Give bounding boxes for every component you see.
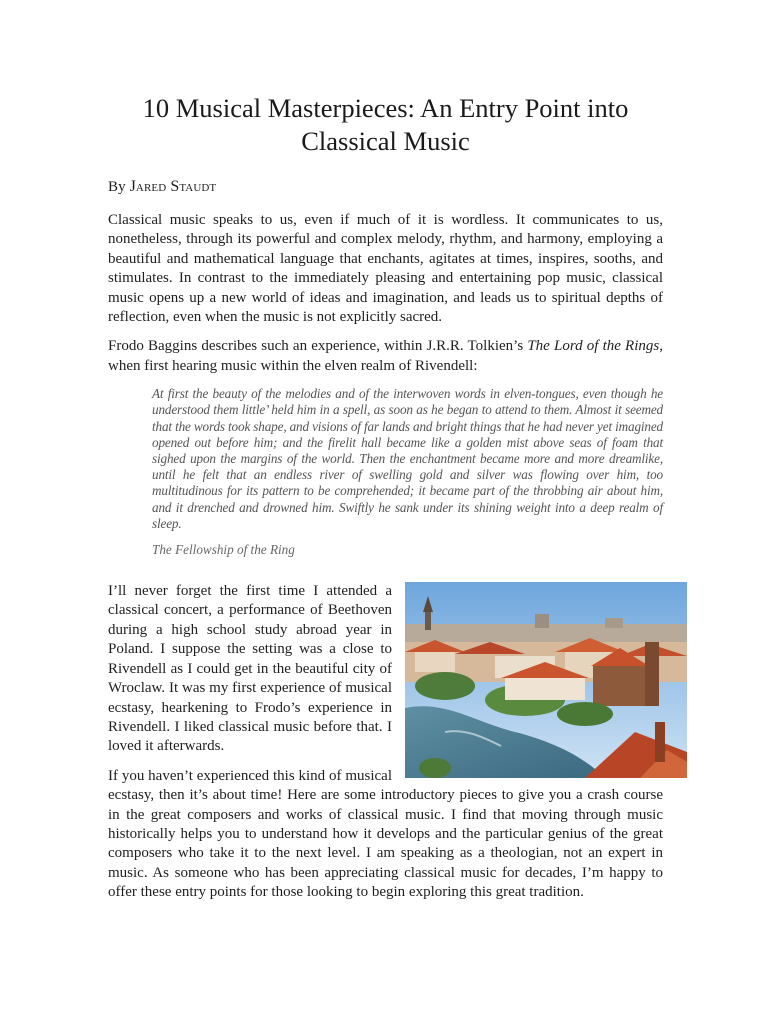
frodo-paragraph-end: , when first hearing music within the elven realm of Rivendell: xyxy=(108,338,663,374)
quote-source: The Fellowship of the Ring xyxy=(152,542,295,558)
photo-text-block xyxy=(108,582,663,903)
block-quote: At first the beauty of the melodies and of the interwoven words in elven-tongues, even though he understood them little’ held him in a spell, as soon as he began to attend to them. Almost it seemed that the words took shape, and visions of far lands and bright things that he had never yet imagined opened out before him; and the firelit hall became like a golden mist above seas of foam that sighed upon the margins of the world. Then the enchantment became more and more dreamlike, until he felt that an endless river of swelling gold and silver was flowing over him, too multitudinous for its pattern to be comprehended; it became part of the throbbing air about him, and it drenched and drowned him. Swiftly he sank under its shining weight into a deep realm of sleep. xyxy=(152,386,663,531)
concert-paragraph: I’ll never forget the first time I attended a classical concert, a performance of Beethoven during a high school study abroad year in Poland. I suppose the setting was a close to Rivendell as I could get in the beautiful city of Wroclaw. It was my first experience of musical ecstasy, hearkening to Frodo’s experience in Rivendell. I liked classical music before that. I loved it afterwards. xyxy=(108,583,392,755)
wroclaw-cityscape-image xyxy=(405,582,687,778)
book-title: The Lord of the Rings xyxy=(527,338,660,355)
document-page xyxy=(108,92,663,903)
intro-paragraph: Classical music speaks to us, even if much of it is wordless. It communicates to us, nonetheless, through its powerful and complex melody, rhythm, and harmony, employing a beautiful and mathematical language that enchants, agitates at times, inspires, sooths, and stimulates. In contrast to the immediately pleasing and entertaining pop music, classical music opens up a new world of ideas and imagination, and leads us to spiritual depths of reflection, even when the music is not explicitly sacred. xyxy=(108,212,663,326)
frodo-paragraph xyxy=(108,337,663,376)
article-title: 10 Musical Masterpieces: An Entry Point into Classical Music xyxy=(142,93,629,156)
byline-prefix: By xyxy=(108,179,126,195)
crash-course-paragraph: If you haven’t experienced this kind of musical ecstasy, then it’s about time! Here are some introductory pieces to give you a crash course in the great composers and works of classical music. I find that moving through music historically helps you to understand how it develops and the particular genius of the great composers who take it to the next level. I am speaking as a theologian, not an expert in music. As someone who has been appreciating classical music for decades, I’m happy to offer these entry points for those looking to begin exploring this great tradition. xyxy=(108,767,663,901)
frodo-paragraph-start: Frodo Baggins describes such an experience, within J.R.R. Tolkien’s xyxy=(108,338,528,355)
byline xyxy=(108,177,663,197)
city-photo xyxy=(405,582,687,778)
author-name: Jared Staudt xyxy=(129,178,217,195)
